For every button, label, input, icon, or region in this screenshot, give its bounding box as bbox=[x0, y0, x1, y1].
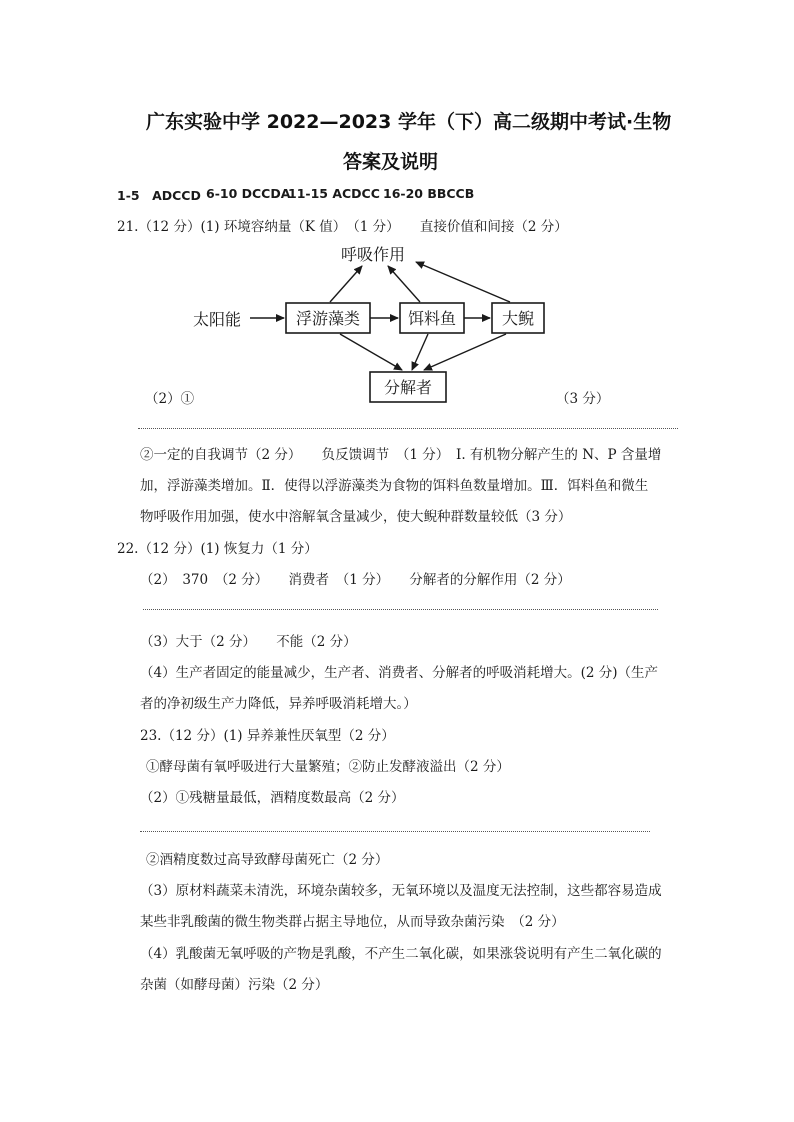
page-subtitle: 答案及说明 bbox=[343, 151, 439, 173]
q23-header: 23.（12 分）(1) 异养兼性厌氧型（2 分） bbox=[140, 728, 395, 744]
node-decomposer: 分解者 bbox=[383, 378, 433, 397]
q22-part4-line1: （4）生产者固定的能量减少，生产者、消费者、分解者的呼吸消耗增大。(2 分)（生产 bbox=[140, 665, 659, 681]
answer-blank-line bbox=[138, 428, 678, 429]
mc-answers-11-15: 11-15 ACDCC bbox=[288, 186, 380, 201]
node-sun: 太阳能 bbox=[192, 310, 242, 329]
node-algae: 浮游藻类 bbox=[295, 309, 361, 328]
answer-blank-line bbox=[143, 609, 658, 610]
q21-answer-line3: 物呼吸作用加强，使水中溶解氧含量减少，使大鲵种群数量较低（3 分） bbox=[140, 509, 572, 525]
q22-part4-line2: 者的净初级生产力降低，异养呼吸消耗增大。） bbox=[140, 696, 417, 712]
q23-part4-line1: （4）乳酸菌无氧呼吸的产物是乳酸，不产生二氧化碳，如果涨袋说明有产生二氧化碳的 bbox=[140, 946, 662, 962]
q23-part3-line1: （3）原材料蔬菜未清洗，环境杂菌较多，无氧环境以及温度无法控制，这些都容易造成 bbox=[140, 883, 662, 899]
arrow-algae-to-respiration bbox=[330, 266, 362, 302]
q23-part2-sub: ②酒精度数过高导致酵母菌死亡（2 分） bbox=[146, 852, 389, 868]
q23-part2: （2）①残糖量最低，酒精度数最高（2 分） bbox=[140, 790, 405, 806]
arrow-bait-fish-to-decomposer bbox=[412, 334, 428, 370]
q23-part1-sub: ①酵母菌有氧呼吸进行大量繁殖；②防止发酵液溢出（2 分） bbox=[146, 759, 510, 775]
arrow-algae-to-decomposer bbox=[340, 334, 402, 370]
arrow-bream-to-decomposer bbox=[424, 334, 506, 370]
node-bream: 大鲵 bbox=[501, 309, 535, 328]
page-title: 广东实验中学 2022—2023 学年（下）高二级期中考试·生物 bbox=[146, 111, 672, 133]
q21-answer-line1: ②一定的自我调节（2 分） 负反馈调节 （1 分） Ⅰ. 有机物分解产生的 N、P 含量增 bbox=[140, 447, 662, 463]
q21-answer-line2: 加，浮游藻类增加。Ⅱ．使得以浮游藻类为食物的饵料鱼数量增加。Ⅲ．饵料鱼和微生 bbox=[140, 478, 649, 494]
q23-part4-line2: 杂菌（如酵母菌）污染（2 分） bbox=[140, 977, 329, 993]
q23-part3-line2: 某些非乳酸菌的微生物类群占据主导地位，从而导致杂菌污染 （2 分） bbox=[140, 914, 565, 930]
q21-part2-label: （2）① bbox=[145, 391, 195, 407]
q22-part3: （3）大于（2 分） 不能（2 分） bbox=[140, 634, 357, 650]
answer-blank-line bbox=[140, 831, 650, 832]
mc-answers-1-5: 1-5 ADCCD bbox=[117, 188, 201, 203]
mc-answers-6-10: 6-10 DCCDA bbox=[206, 186, 291, 201]
q21-part2-score: （3 分） bbox=[556, 391, 610, 407]
q22-part2: （2） 370 （2 分） 消费者 （1 分） 分解者的分解作用（2 分） bbox=[140, 572, 571, 588]
node-bait-fish: 饵料鱼 bbox=[407, 309, 457, 328]
q22-header: 22.（12 分）(1) 恢复力（1 分） bbox=[117, 541, 318, 557]
arrow-bream-to-respiration bbox=[416, 262, 510, 302]
q21-header: 21.（12 分）(1) 环境容纳量（K 值） （1 分） 直接价值和间接（2 分） bbox=[117, 219, 568, 235]
arrow-bait-fish-to-respiration bbox=[388, 266, 420, 302]
node-respiration: 呼吸作用 bbox=[340, 245, 406, 264]
mc-answers-16-20: 16-20 BBCCB bbox=[383, 186, 475, 201]
energy-flow-diagram bbox=[180, 235, 640, 405]
